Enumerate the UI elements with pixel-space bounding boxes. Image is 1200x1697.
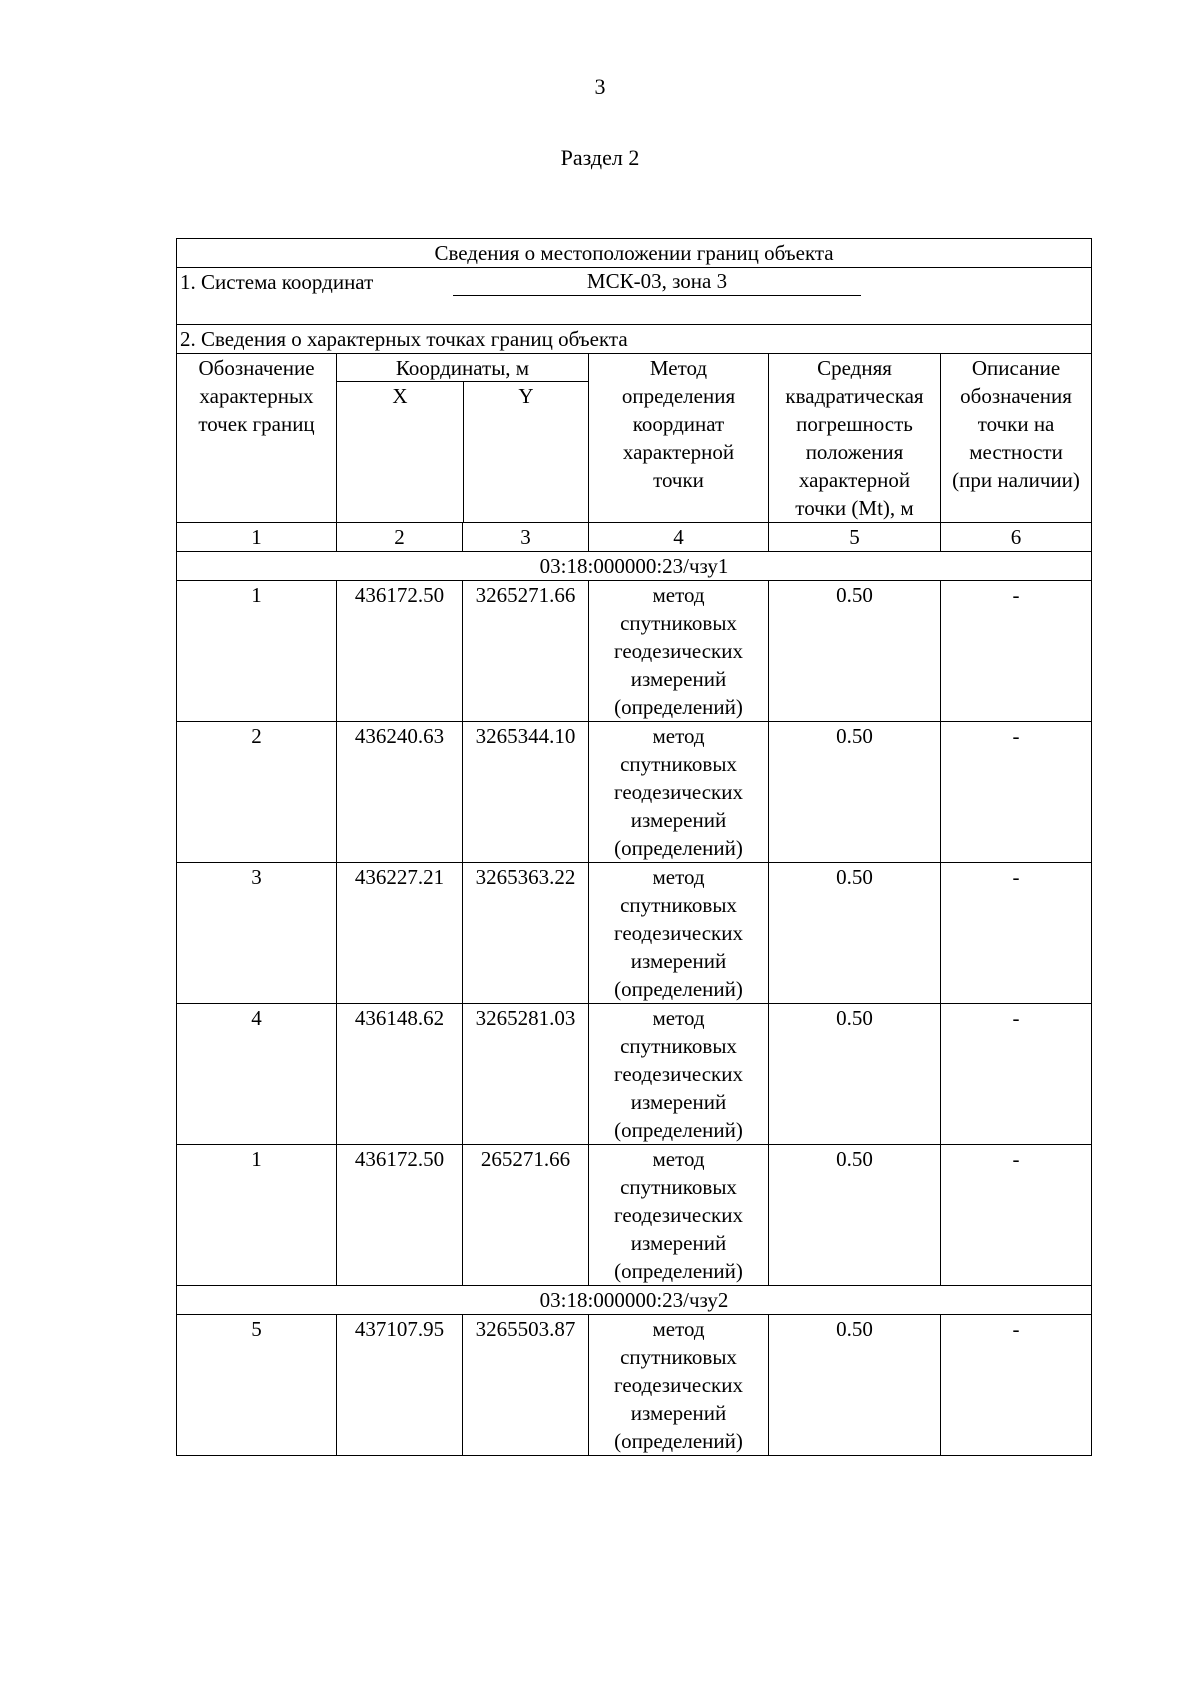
point-number: 2 <box>177 722 337 863</box>
boundary-points-table <box>176 238 1092 1456</box>
header-description-line: обозначения <box>960 384 1072 408</box>
header-error-line: положения <box>805 440 904 464</box>
method-line: метод <box>652 1006 705 1030</box>
header-error-line: точки (Mt), м <box>795 496 914 520</box>
point-number: 3 <box>177 863 337 1004</box>
table-row <box>177 722 1092 863</box>
header-description-line: (при наличии) <box>952 468 1080 492</box>
header-error-line: характерной <box>798 468 911 492</box>
method-line: геодезических <box>613 1373 743 1397</box>
coord-y: 3265363.22 <box>463 863 589 1004</box>
method-line: метод <box>652 724 705 748</box>
header-description-line: местности <box>969 440 1063 464</box>
method <box>589 1315 769 1456</box>
mean-square-error: 0.50 <box>769 581 941 722</box>
method-line: измерений <box>630 949 727 973</box>
header-y: Y <box>518 384 534 408</box>
method-line: геодезических <box>613 780 743 804</box>
header-coordinates-label: Координаты, м <box>337 354 588 382</box>
point-number: 1 <box>177 1145 337 1286</box>
page-number: 3 <box>594 74 606 99</box>
mean-square-error: 0.50 <box>769 863 941 1004</box>
header-method-line: Метод <box>649 356 708 380</box>
method-line: измерений <box>630 667 727 691</box>
point-description: - <box>941 1004 1092 1145</box>
header-method <box>589 354 769 523</box>
header-error-line: квадратическая <box>785 384 924 408</box>
method <box>589 1004 769 1145</box>
coord-system-label: 1. Система координат <box>180 270 374 294</box>
group-heading: 03:18:000000:23/чзу1 <box>177 552 1092 581</box>
method-line: (определений) <box>614 695 743 719</box>
column-number: 6 <box>941 523 1092 552</box>
coord-y: 3265344.10 <box>463 722 589 863</box>
table-title: Сведения о местоположении границ объекта <box>177 239 1092 268</box>
coord-x: 436240.63 <box>337 722 463 863</box>
header-description <box>941 354 1092 523</box>
table-row <box>177 581 1092 722</box>
method-line: спутниковых <box>620 611 737 635</box>
method-line: метод <box>652 1147 705 1171</box>
method-line: геодезических <box>613 639 743 663</box>
coord-y: 3265281.03 <box>463 1004 589 1145</box>
coord-y: 3265271.66 <box>463 581 589 722</box>
method-line: (определений) <box>614 977 743 1001</box>
coord-x: 436227.21 <box>337 863 463 1004</box>
coord-x: 436148.62 <box>337 1004 463 1145</box>
column-number: 3 <box>463 523 589 552</box>
point-number: 4 <box>177 1004 337 1145</box>
point-number: 5 <box>177 1315 337 1456</box>
coord-x: 436172.50 <box>337 581 463 722</box>
section-title: Раздел 2 <box>560 145 640 170</box>
method-line: геодезических <box>613 1062 743 1086</box>
header-error <box>769 354 941 523</box>
header-point-designation-line: точек границ <box>198 412 315 436</box>
method-line: метод <box>652 1317 705 1341</box>
mean-square-error: 0.50 <box>769 1315 941 1456</box>
points-heading: 2. Сведения о характерных точках границ объекта <box>177 325 1092 354</box>
header-point-designation <box>177 354 337 523</box>
method <box>589 722 769 863</box>
method-line: геодезических <box>613 921 743 945</box>
method-line: измерений <box>630 808 727 832</box>
column-number: 5 <box>769 523 941 552</box>
point-description: - <box>941 581 1092 722</box>
method <box>589 863 769 1004</box>
header-error-line: погрешность <box>796 412 913 436</box>
coord-x: 436172.50 <box>337 1145 463 1286</box>
header-point-designation-line: Обозначение <box>198 356 315 380</box>
column-number: 1 <box>177 523 337 552</box>
point-description: - <box>941 1315 1092 1456</box>
method-line: спутниковых <box>620 1175 737 1199</box>
method <box>589 581 769 722</box>
mean-square-error: 0.50 <box>769 722 941 863</box>
method-line: (определений) <box>614 1429 743 1453</box>
group-heading: 03:18:000000:23/чзу2 <box>177 1286 1092 1315</box>
coord-x: 437107.95 <box>337 1315 463 1456</box>
column-number-row <box>177 523 1092 552</box>
method-line: спутниковых <box>620 752 737 776</box>
method-line: (определений) <box>614 1259 743 1283</box>
header-description-line: точки на <box>977 412 1055 436</box>
method-line: спутниковых <box>620 1345 737 1369</box>
method-line: (определений) <box>614 1118 743 1142</box>
column-number: 4 <box>589 523 769 552</box>
table-row <box>177 1315 1092 1456</box>
mean-square-error: 0.50 <box>769 1004 941 1145</box>
method-line: спутниковых <box>620 893 737 917</box>
table-row <box>177 1145 1092 1286</box>
method-line: (определений) <box>614 836 743 860</box>
header-method-line: точки <box>653 468 704 492</box>
header-point-designation-line: характерных <box>199 384 314 408</box>
method-line: измерений <box>630 1231 727 1255</box>
header-description-line: Описание <box>971 356 1061 380</box>
point-description: - <box>941 722 1092 863</box>
method-line: метод <box>652 865 705 889</box>
table-row <box>177 1004 1092 1145</box>
method-line: метод <box>652 583 705 607</box>
header-error-line: Средняя <box>817 356 892 380</box>
header-method-line: характерной <box>622 440 735 464</box>
point-number: 1 <box>177 581 337 722</box>
method <box>589 1145 769 1286</box>
mean-square-error: 0.50 <box>769 1145 941 1286</box>
header-method-line: координат <box>632 412 725 436</box>
method-line: измерений <box>630 1090 727 1114</box>
point-description: - <box>941 1145 1092 1286</box>
coord-system-value: МСК-03, зона 3 <box>453 268 861 296</box>
method-line: спутниковых <box>620 1034 737 1058</box>
column-number: 2 <box>337 523 463 552</box>
coord-y: 3265503.87 <box>463 1315 589 1456</box>
point-description: - <box>941 863 1092 1004</box>
method-line: геодезических <box>613 1203 743 1227</box>
coord-y: 265271.66 <box>463 1145 589 1286</box>
header-coordinates <box>337 354 589 523</box>
coord-system-row <box>177 268 1092 325</box>
method-line: измерений <box>630 1401 727 1425</box>
header-method-line: определения <box>621 384 736 408</box>
table-row <box>177 863 1092 1004</box>
header-x: X <box>337 382 464 522</box>
